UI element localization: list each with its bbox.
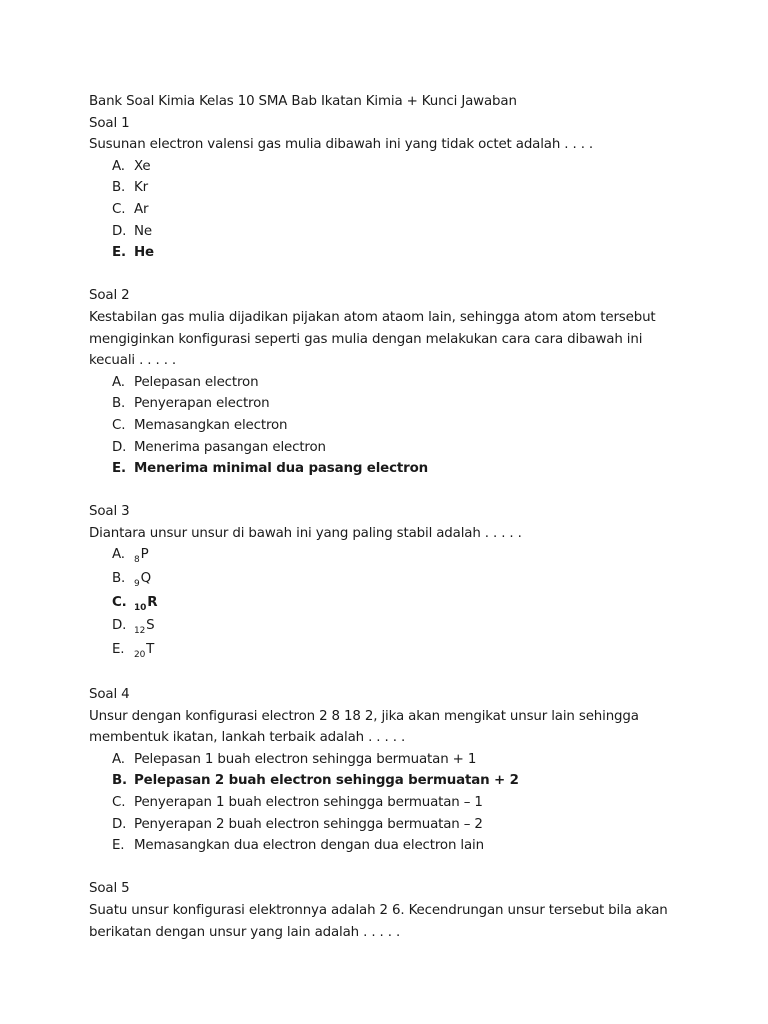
answer-options — [89, 749, 689, 857]
answer-options — [89, 372, 689, 480]
option-a: A. Xe — [112, 158, 151, 174]
question-text-line: Unsur dengan konfigurasi electron 2 8 18 2, jika akan mengikat unsur lain sehingga — [89, 708, 639, 724]
question-3 — [89, 501, 689, 662]
atomic-number: 20 — [134, 649, 146, 660]
option-e-correct-answer: E. Menerima minimal dua pasang electron — [112, 461, 429, 477]
atomic-number: 12 — [134, 626, 146, 637]
atomic-number: 9 — [134, 579, 140, 590]
question-text-line: Suatu unsur konfigurasi elektronnya adalah 2 6. Kecendrungan unsur tersebut bila akan — [89, 902, 668, 918]
question-label: Soal 5 — [89, 881, 130, 897]
question-text-line: mengiginkan konfigurasi seperti gas mulia dengan melakukan cara cara dibawah ini — [89, 331, 643, 347]
answer-options — [89, 156, 689, 264]
document-title: Bank Soal Kimia Kelas 10 SMA Bab Ikatan Kimia + Kunci Jawaban — [89, 94, 517, 109]
question-1 — [89, 113, 689, 264]
question-label: Soal 4 — [89, 687, 130, 703]
option-c: C. Memasangkan electron — [112, 417, 288, 433]
question-label: Soal 2 — [89, 288, 130, 304]
option-a: A. $_8$P — [112, 547, 149, 566]
option-b: B. Kr — [112, 180, 148, 196]
option-c: C. Ar — [112, 201, 149, 217]
question-label: Soal 3 — [89, 504, 130, 520]
question-text-line: membentuk ikatan, lankah terbaik adalah . . . . . — [89, 730, 406, 746]
question-text-line: berikatan dengan unsur yang lain adalah . . . . . — [89, 924, 401, 940]
option-e: E. $_{20}$T — [112, 641, 155, 660]
question-text-line: kecuali . . . . . — [89, 353, 177, 369]
option-e: E. Memasangkan dua electron dengan dua electron lain — [112, 838, 484, 854]
atomic-number: 8 — [134, 555, 140, 566]
option-c-correct-answer: C. $_{10}$R — [112, 594, 158, 613]
option-d: D. Ne — [112, 223, 152, 239]
atomic-number: 10 — [134, 602, 147, 613]
answer-options — [89, 544, 689, 662]
option-c: C. Penyerapan 1 buah electron sehingga bermuatan – 1 — [112, 795, 483, 810]
option-d: D. $_{12}$S — [112, 618, 155, 637]
option-b: B. $_9$Q — [112, 571, 151, 590]
question-5 — [89, 878, 689, 943]
document-page — [89, 91, 689, 943]
question-text: Susunan electron valensi gas mulia dibawah ini yang tidak octet adalah . . . . — [89, 137, 594, 153]
question-4 — [89, 684, 689, 857]
option-a: A. Pelepasan electron — [112, 374, 259, 390]
question-label: Soal 1 — [89, 115, 130, 131]
question-text-line: Kestabilan gas mulia dijadikan pijakan atom ataom lain, sehingga atom atom tersebut — [89, 309, 656, 325]
option-e-correct-answer: E. He — [112, 245, 154, 261]
option-d: D. Menerima pasangan electron — [112, 439, 326, 455]
option-d: D. Penyerapan 2 buah electron sehingga bermuatan – 2 — [112, 816, 483, 832]
option-a: A. Pelepasan 1 buah electron sehingga bermuatan + 1 — [112, 751, 477, 767]
question-2 — [89, 285, 689, 479]
option-b: B. Penyerapan electron — [112, 396, 270, 412]
option-b-correct-answer: B. Pelepasan 2 buah electron sehingga bermuatan + 2 — [112, 773, 519, 789]
question-text: Diantara unsur unsur di bawah ini yang paling stabil adalah . . . . . — [89, 525, 522, 541]
